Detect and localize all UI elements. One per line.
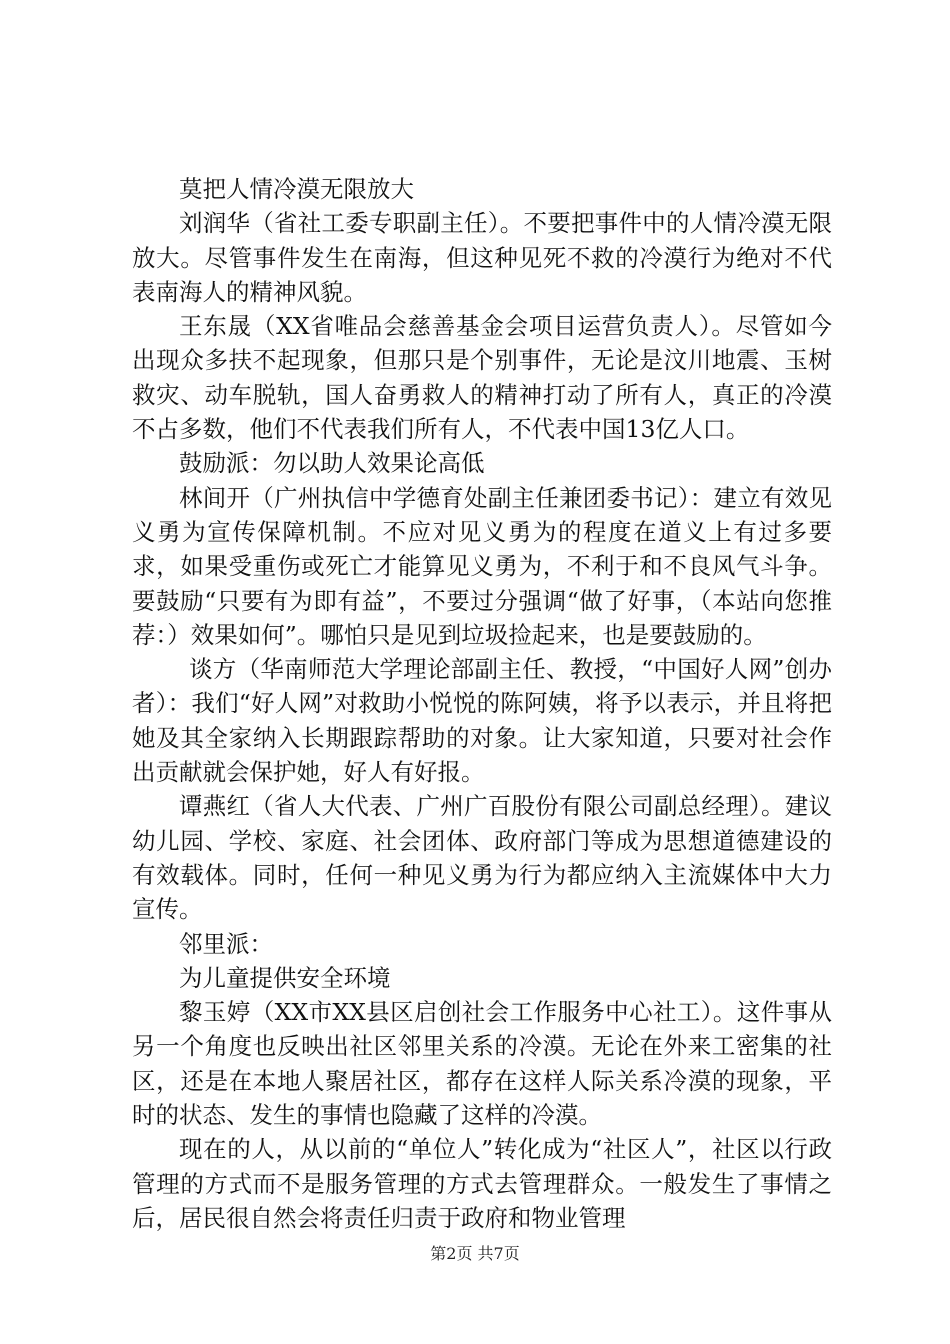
paragraph-tan-yanhong: 谭燕红（省人大代表、广州广百股份有限公司副总经理）。建议幼儿园、学校、家庭、社会团体、政府部门等成为思想道德建设的有效载体。同时，任何一种见义勇为行为都应纳入主流媒体中大力宣传。	[132, 792, 832, 924]
paragraph-li-yuting: 黎玉婷（XX市XX县区启创社会工作服务中心社工）。这件事从另一个角度也反映出社区邻里关系的冷漠。无论在外来工密集的社区，还是在本地人聚居社区，都存在这样人际关系冷漠的现象，平时的状态、发生的事情也隐藏了这样的冷漠。	[132, 998, 832, 1130]
document-body	[132, 172, 832, 1235]
section-heading-safe-environment: 为儿童提供安全环境	[179, 963, 391, 992]
paragraph-community: 现在的人，从以前的“单位人”转化成为“社区人”，社区以行政管理的方式而不是服务管理的方式去管理群众。一般发生了事情之后，居民很自然会将责任归责于政府和物业管理	[132, 1135, 832, 1232]
section-heading-neighbors: 邻里派：	[179, 929, 273, 958]
section-heading-indifference: 莫把人情冷漠无限放大	[179, 175, 414, 203]
paragraph-lin-jiankai: 林间开（广州执信中学德育处副主任兼团委书记）：建立有效见义勇为宣传保障机制。不应对见义勇为的程度在道义上有过多要求，如果受重伤或死亡才能算见义勇为，不利于和不良风气斗争。要鼓励“只要有为即有益”，不要过分强调“做了好事，（本站向您推荐：）效果如何”。哪怕只是见到垃圾捡起来，也是要鼓励的。	[132, 483, 832, 649]
paragraph-liu-runhua: 刘润华（省社工委专职副主任）。不要把事件中的人情冷漠无限放大。尽管事件发生在南海，但这种见死不救的冷漠行为绝对不代表南海人的精神风貌。	[132, 209, 832, 306]
page-number-footer: 第2页 共7页	[430, 1244, 520, 1263]
paragraph-wang-dongsheng: 王东晟（XX省唯品会慈善基金会项目运营负责人）。尽管如今出现众多扶不起现象，但那只是个别事件，无论是汶川地震、玉树救灾、动车脱轨，国人奋勇救人的精神打动了所有人，真正的冷漠不占多数，他们不代表我们所有人，不代表中国13亿人口。	[132, 312, 832, 444]
section-heading-encourage: 鼓励派：勿以助人效果论高低	[179, 449, 485, 478]
paragraph-tan-fang: 谈方（华南师范大学理论部副主任、教授，“中国好人网”创办者）：我们“好人网”对救助小悦悦的陈阿姨，将予以表示，并且将把她及其全家纳入长期跟踪帮助的对象。让大家知道，只要对社会作出贡献就会保护她，好人有好报。	[132, 655, 832, 787]
